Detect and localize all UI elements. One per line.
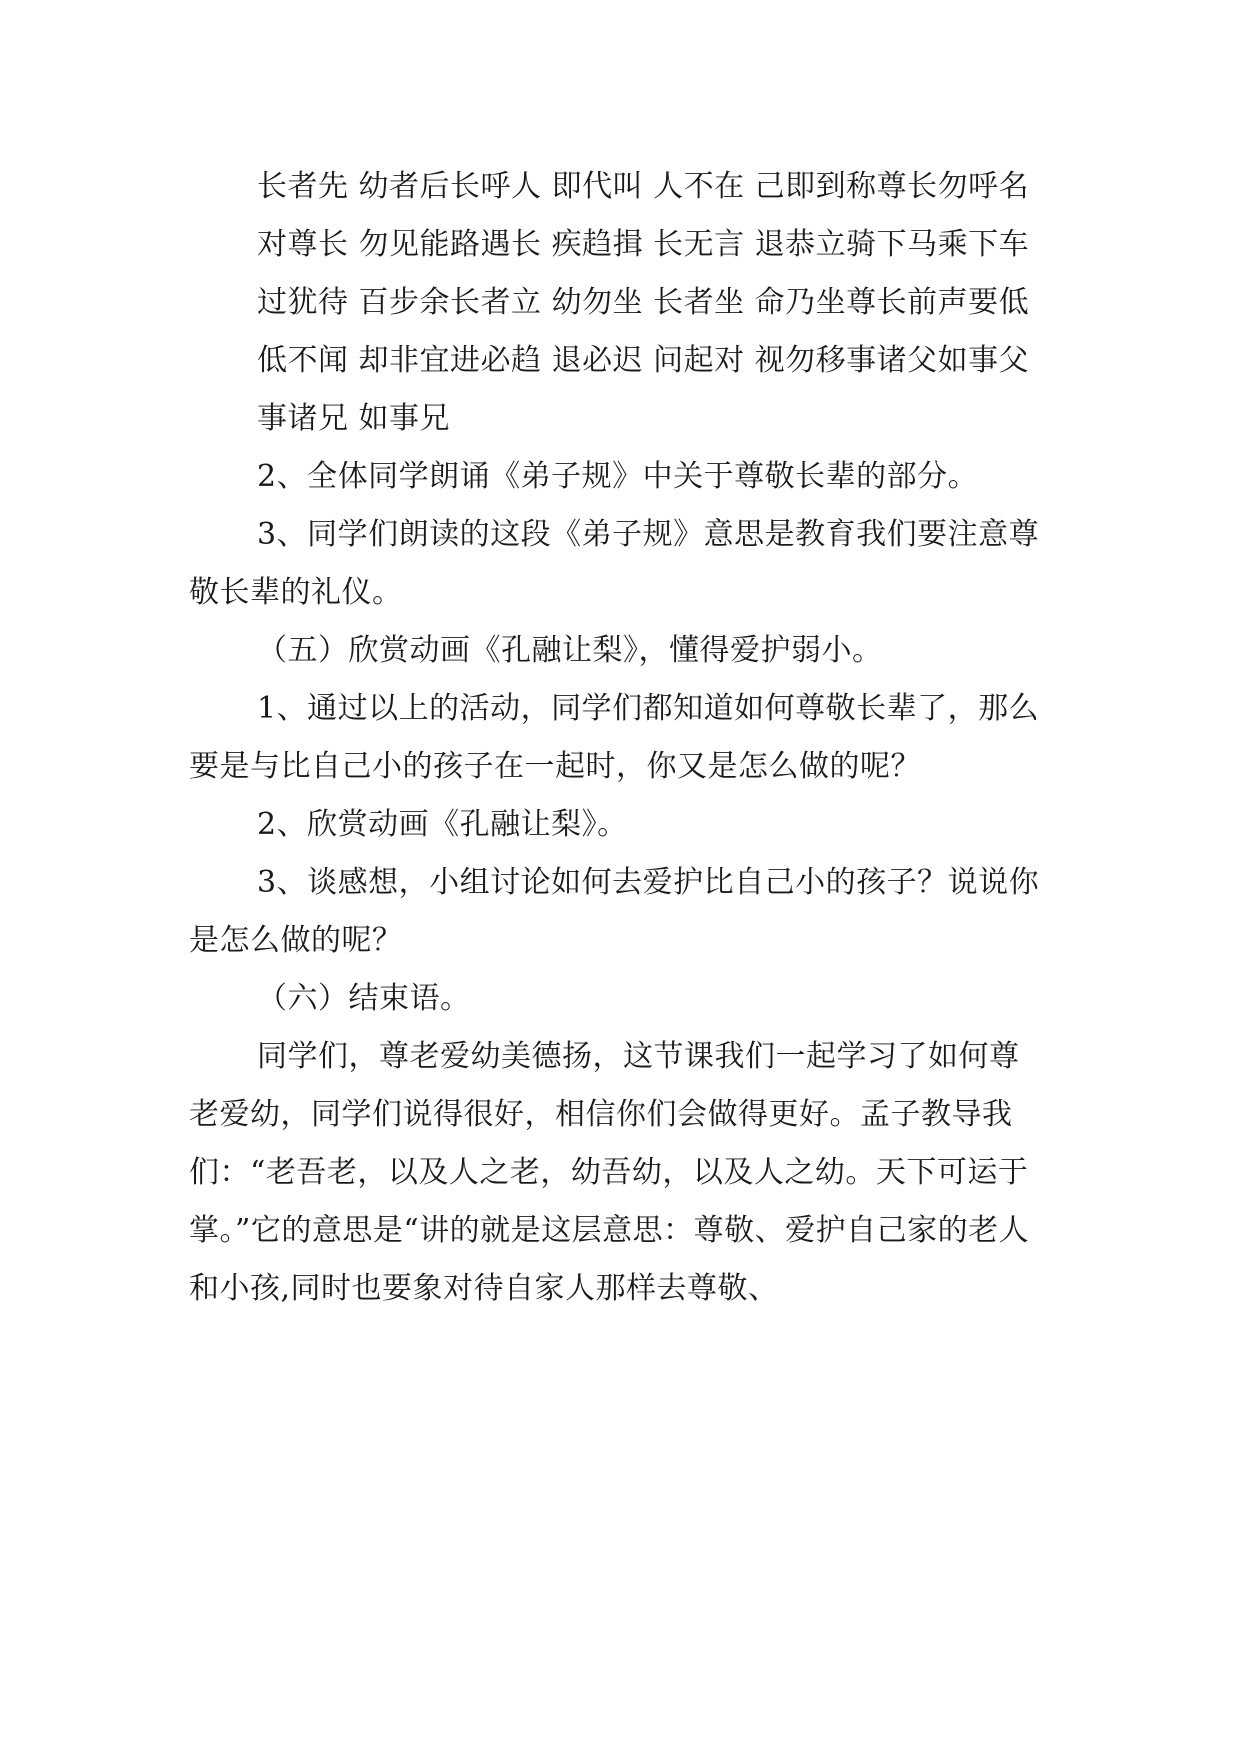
document-body xyxy=(189,158,1049,1318)
section-6-heading: （六）结束语。 xyxy=(257,981,471,1016)
verse-line-4: 低不闻 却非宜进必趋 退必迟 问起对 视勿移事诸父如事父 xyxy=(257,343,1030,378)
section-5-heading: （五）欣赏动画《孔融让梨》，懂得爱护弱小。 xyxy=(257,633,883,668)
section-5-step-1: 1、通过以上的活动，同学们都知道如何尊敬长辈了，那么要是与比自己小的孩子在一起时，你又是怎么做的呢？ xyxy=(189,691,1040,784)
verse-line-1: 长者先 幼者后长呼人 即代叫 人不在 己即到称尊长勿呼名 xyxy=(257,169,1030,204)
section-5-step-3: 3、谈感想，小组讨论如何去爱护比自己小的孩子？说说你是怎么做的呢？ xyxy=(189,865,1040,958)
verse-line-2: 对尊长 勿见能路遇长 疾趋揖 长无言 退恭立骑下马乘下车 xyxy=(257,227,1030,262)
closing-paragraph: 同学们，尊老爱幼美德扬，这节课我们一起学习了如何尊老爱幼，同学们说得很好，相信你们会做得更好。孟子教导我们：“老吾老，以及人之老，幼吾幼，以及人之幼。天下可运于掌。”它的意思是“讲的就是这层意思：尊敬、爱护自己家的老人和小孩,同时也要象对待自家人那样去尊敬、 xyxy=(189,1039,1030,1306)
verse-line-5: 事诸兄 如事兄 xyxy=(257,401,451,436)
section-5-step-2: 2、欣赏动画《孔融让梨》。 xyxy=(257,807,628,842)
step-3-paragraph: 3、同学们朗读的这段《弟子规》意思是教育我们要注意尊敬长辈的礼仪。 xyxy=(189,517,1040,610)
step-2-paragraph: 2、全体同学朗诵《弟子规》中关于尊敬长辈的部分。 xyxy=(257,459,979,494)
verse-line-3: 过犹待 百步余长者立 幼勿坐 长者坐 命乃坐尊长前声要低 xyxy=(257,285,1030,320)
